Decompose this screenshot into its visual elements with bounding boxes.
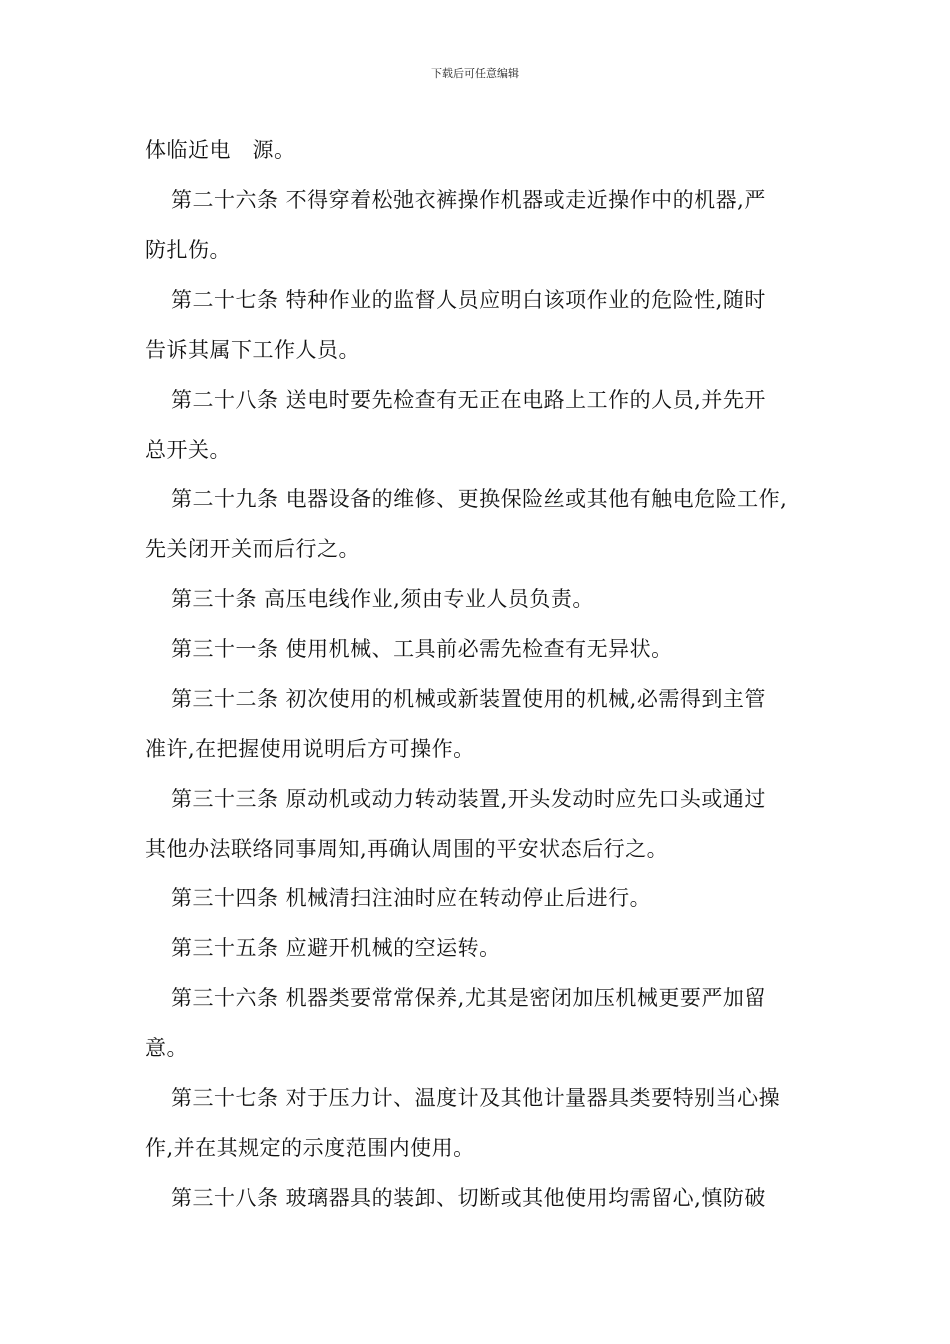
text-line: 其他办法联络同事周知,再确认周围的平安状态后行之。 <box>145 837 669 861</box>
text-line: 体临近电 源。 <box>145 138 296 162</box>
article-33-line: 第三十三条 原动机或动力转动装置,开头发动时应先口头或通过 <box>171 787 766 811</box>
article-35-line: 第三十五条 应避开机械的空运转。 <box>171 936 501 960</box>
article-31-line: 第三十一条 使用机械、工具前必需先检查有无异状。 <box>171 637 673 661</box>
article-27-line: 第二十七条 特种作业的监督人员应明白该项作业的危险性,随时 <box>171 288 766 312</box>
article-32-line: 第三十二条 初次使用的机械或新装置使用的机械,必需得到主管 <box>171 687 766 711</box>
article-29-line: 第二十九条 电器设备的维修、更换保险丝或其他有触电危险工作, <box>171 487 788 511</box>
article-36-line: 第三十六条 机器类要常常保养,尤其是密闭加压机械更要严加留 <box>171 986 766 1010</box>
article-28-line: 第二十八条 送电时要先检查有无正在电路上工作的人员,并先开 <box>171 388 766 412</box>
text-line: 告诉其属下工作人员。 <box>145 338 360 362</box>
text-line: 先关闭开关而后行之。 <box>145 537 360 561</box>
text-line: 防扎伤。 <box>145 238 231 262</box>
text-line: 作,并在其规定的示度范围内使用。 <box>145 1136 475 1160</box>
text-line: 准许,在把握使用说明后方可操作。 <box>145 737 475 761</box>
article-30-line: 第三十条 高压电线作业,须由专业人员负责。 <box>171 587 594 611</box>
article-26-line: 第二十六条 不得穿着松弛衣裤操作机器或走近操作中的机器,严 <box>171 188 766 212</box>
text-line: 意。 <box>145 1036 188 1060</box>
page-header: 下载后可任意编辑 <box>431 67 519 80</box>
article-38-line: 第三十八条 玻璃器具的装卸、切断或其他使用均需留心,慎防破 <box>171 1186 766 1210</box>
article-37-line: 第三十七条 对于压力计、温度计及其他计量器具类要特别当心操 <box>171 1086 781 1110</box>
article-34-line: 第三十四条 机械清扫注油时应在转动停止后进行。 <box>171 886 652 910</box>
text-line: 总开关。 <box>145 438 231 462</box>
